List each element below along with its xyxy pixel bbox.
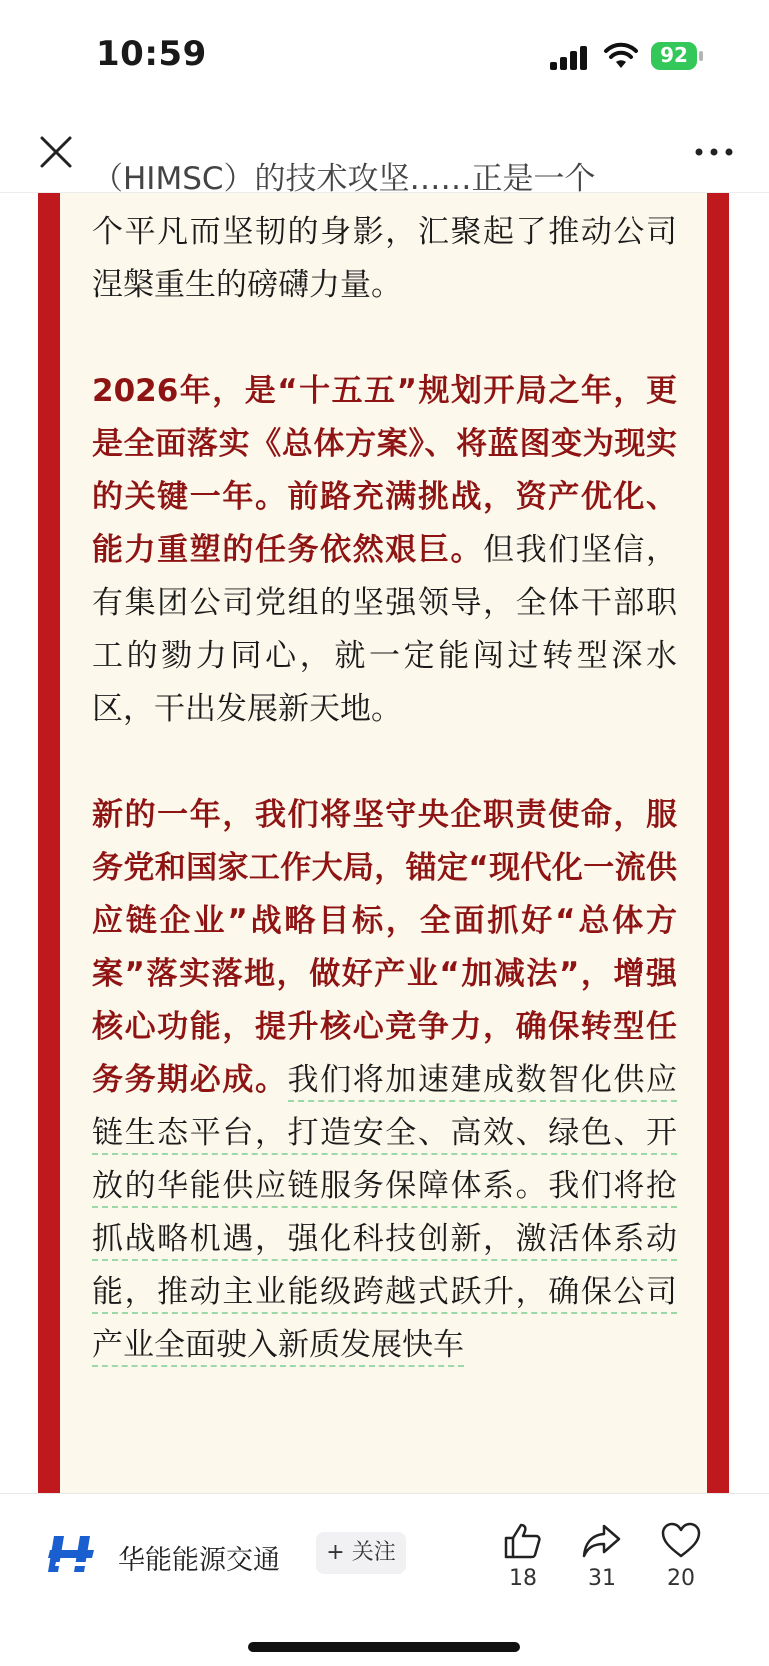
paragraph-3-emphasis: 新的一年，我们将坚守央企职责使命，服务党和国家工作大局，锚定“现代化一流供应链企业”战略目标，全面抓好“总体方案”落实落地，做好产业“加减法”，增强核心功能，提升核心竞争力，确保转型任务务期必成。 [92, 797, 677, 1098]
favorite-count: 20 [667, 1566, 695, 1591]
battery-icon [651, 42, 705, 70]
paragraph-2-emphasis: 2026年，是“十五五”规划开局之年，更是全面落实《总体方案》、将蓝图变为现实的关键一年。前路充满挑战，资产优化、能力重塑的任务依然艰巨。 [92, 373, 677, 568]
red-border-left [38, 193, 60, 1493]
battery-level: 92 [660, 43, 688, 67]
red-border-right [707, 193, 729, 1493]
paragraph-1-top-line: （HIMSC）的技术攻坚……正是一个 [92, 161, 596, 197]
wifi-icon [604, 42, 638, 70]
share-count: 31 [588, 1566, 616, 1591]
article-body[interactable] [0, 161, 769, 1493]
status-time: 10:59 [96, 34, 207, 74]
bottom-bar [0, 1493, 769, 1666]
account-logo-icon[interactable] [46, 1534, 96, 1574]
favorite-button[interactable] [651, 1522, 711, 1591]
paragraph-2-text: 但我们坚信，有集团公司党组的坚强领导，全体干部职工的勠力同心，就一定能闯过转型深水区，干出发展新天地。 [92, 532, 678, 727]
paragraph-1-text: 个平凡而坚韧的身影，汇聚起了推动公司涅槃重生的磅礴力量。 [92, 214, 677, 303]
paragraph-3 [92, 789, 677, 1372]
follow-button[interactable]: + 关注 [316, 1532, 406, 1574]
thumbs-up-icon [503, 1522, 543, 1560]
home-indicator[interactable] [248, 1642, 520, 1652]
cellular-signal-icon [550, 46, 590, 70]
like-button[interactable] [493, 1522, 553, 1591]
like-count: 18 [509, 1566, 537, 1591]
article-text [92, 153, 677, 1425]
close-icon[interactable] [34, 130, 78, 174]
paragraph-3-text[interactable]: 我们将加速建成数智化供应链生态平台，打造安全、高效、绿色、开放的华能供应链服务保障体系。我们将抢抓战略机遇，强化科技创新，激活体系动能，推动主业能级跨越式跃升，确保公司产业全面驶入新质发展快车 [92, 1062, 677, 1367]
paragraph-2 [92, 365, 677, 736]
share-button[interactable] [572, 1522, 632, 1591]
heart-icon [661, 1522, 701, 1560]
paragraph-1 [92, 153, 677, 312]
more-horizontal-icon[interactable] [692, 134, 736, 170]
battery-cap [699, 51, 703, 61]
status-bar [0, 0, 769, 110]
account-name[interactable]: 华能能源交通 [118, 1545, 280, 1576]
share-arrow-icon [582, 1522, 622, 1560]
